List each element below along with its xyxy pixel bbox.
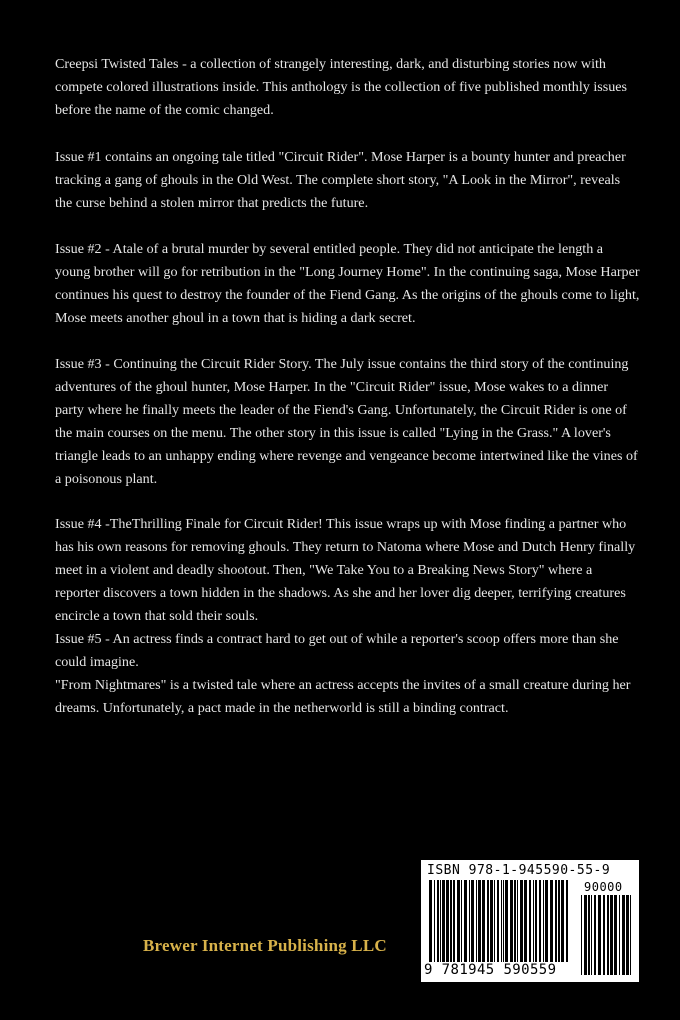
barcode-bar bbox=[543, 880, 544, 962]
barcode-bar bbox=[510, 880, 513, 962]
barcode-bar bbox=[535, 880, 537, 962]
barcode-bar bbox=[437, 880, 439, 962]
barcode-bar bbox=[520, 880, 523, 962]
barcode-bars bbox=[429, 880, 569, 962]
barcode-bar bbox=[446, 880, 449, 962]
barcode-bar bbox=[440, 880, 441, 962]
from-nightmares-paragraph: "From Nightmares" is a twisted tale where an actress accepts the invites of a small creature during her dreams. Unfortunately, a pact made in the netherworld is still a binding contract. bbox=[55, 677, 631, 716]
barcode-bar bbox=[434, 880, 435, 962]
barcode-bar bbox=[490, 880, 493, 962]
barcode-bar bbox=[517, 880, 518, 962]
barcode-bar bbox=[529, 880, 531, 962]
barcode-bar bbox=[494, 880, 495, 962]
price-code: 90000 bbox=[584, 880, 623, 894]
barcode-bar bbox=[450, 880, 452, 962]
barcode-bar bbox=[457, 880, 460, 962]
barcode-bar bbox=[429, 880, 432, 962]
issue-2-paragraph: Issue #2 - Atale of a brutal murder by several entitled people. They did not anticipate the length a young brother will go for retribution in the "Long Journey Home". In the continuing saga, Mose Harper continues his quest to destroy the founder of the Fiend Gang. As the origins of the ghouls come to light, Mose meets another ghoul in a town that is hiding a dark secret. bbox=[55, 241, 640, 326]
barcode-bar bbox=[561, 880, 564, 962]
intro-paragraph: Creepsi Twisted Tales - a collection of strangely interesting, dark, and disturbing stories now with compete colored illustrations inside. This anthology is the collection of five published monthly issues before the name of the comic changed. bbox=[55, 56, 628, 118]
barcode-bar bbox=[603, 895, 605, 975]
barcode-bar bbox=[469, 880, 470, 962]
isbn-digits: 9 781945 590559 bbox=[424, 962, 557, 978]
barcode-bar bbox=[607, 895, 609, 975]
barcode-bar bbox=[476, 880, 477, 962]
barcode-bar bbox=[630, 895, 631, 975]
barcode-bar bbox=[614, 895, 617, 975]
barcode-bar bbox=[588, 895, 590, 975]
barcode-bar bbox=[545, 880, 548, 962]
barcode-bar bbox=[482, 880, 485, 962]
issue-4-paragraph: Issue #4 -TheThrilling Finale for Circuit Rider! This issue wraps up with Mose finding a partner who has his own reasons for removing ghouls. They return to Natoma where Mose and Dutch Henry finally meet in a violent and deadly shootout. Then, "We Take You to a Breaking News Story" where a reporter discovers a town hidden in the shadows. As she and her lover dig deeper, terrifying creatures encircle a town that sold their souls. bbox=[55, 516, 636, 624]
barcode-bar bbox=[533, 880, 534, 962]
barcode-bar bbox=[524, 880, 527, 962]
barcode-bar bbox=[471, 880, 474, 962]
issue-4-5-block bbox=[55, 513, 640, 720]
issue-3-paragraph: Issue #3 - Continuing the Circuit Rider Story. The July issue contains the third story of the continuing adventures of the ghoul hunter, Mose Harper. In the "Circuit Rider" issue, Mose wakes to a dinner party where he finally meets the leader of the Fiend's Gang. Unfortunately, the Circuit Rider is one of the main courses on the menu. The other story in this issue is called "Lying in the Grass." A lover's triangle leads to an unhappy ending where revenge and vengeance become intertwined like the vines of a poisonous plant. bbox=[55, 356, 638, 487]
barcode-bar bbox=[591, 895, 592, 975]
barcode-bar bbox=[622, 895, 625, 975]
barcode-bar bbox=[497, 880, 499, 962]
isbn-label: ISBN 978-1-945590-55-9 bbox=[427, 863, 611, 878]
barcode-bar bbox=[610, 895, 613, 975]
barcode-bar bbox=[566, 880, 568, 962]
barcode-bar bbox=[594, 895, 596, 975]
barcode-bar bbox=[461, 880, 462, 962]
barcode-bar bbox=[478, 880, 481, 962]
barcode-bar bbox=[487, 880, 489, 962]
barcode-bar bbox=[619, 895, 620, 975]
barcode-bar bbox=[626, 895, 629, 975]
barcode-bar bbox=[505, 880, 508, 962]
publisher-name: Brewer Internet Publishing LLC bbox=[143, 936, 387, 955]
barcode-bar bbox=[503, 880, 504, 962]
barcode-bar bbox=[442, 880, 445, 962]
barcode-bar bbox=[555, 880, 557, 962]
barcode-bar bbox=[539, 880, 541, 962]
barcode-bar bbox=[550, 880, 553, 962]
price-addon-bars bbox=[581, 895, 633, 975]
barcode-bar bbox=[584, 895, 587, 975]
barcode-bar bbox=[453, 880, 455, 962]
isbn-barcode bbox=[421, 860, 639, 982]
barcode-bar bbox=[501, 880, 502, 962]
barcode-bar bbox=[514, 880, 516, 962]
issue-1-paragraph: Issue #1 contains an ongoing tale titled "Circuit Rider". Mose Harper is a bounty hunter and preacher tracking a gang of ghouls in the Old West. The complete short story, "A Look in the Mirror", reveals the curse behind a stolen mirror that predicts the future. bbox=[55, 149, 626, 211]
barcode-bar bbox=[558, 880, 560, 962]
barcode-bar bbox=[464, 880, 467, 962]
barcode-bar bbox=[581, 895, 582, 975]
barcode-bar bbox=[598, 895, 601, 975]
issue-5-paragraph: Issue #5 - An actress finds a contract hard to get out of while a reporter's scoop offers more than she could imagine. bbox=[55, 631, 619, 670]
